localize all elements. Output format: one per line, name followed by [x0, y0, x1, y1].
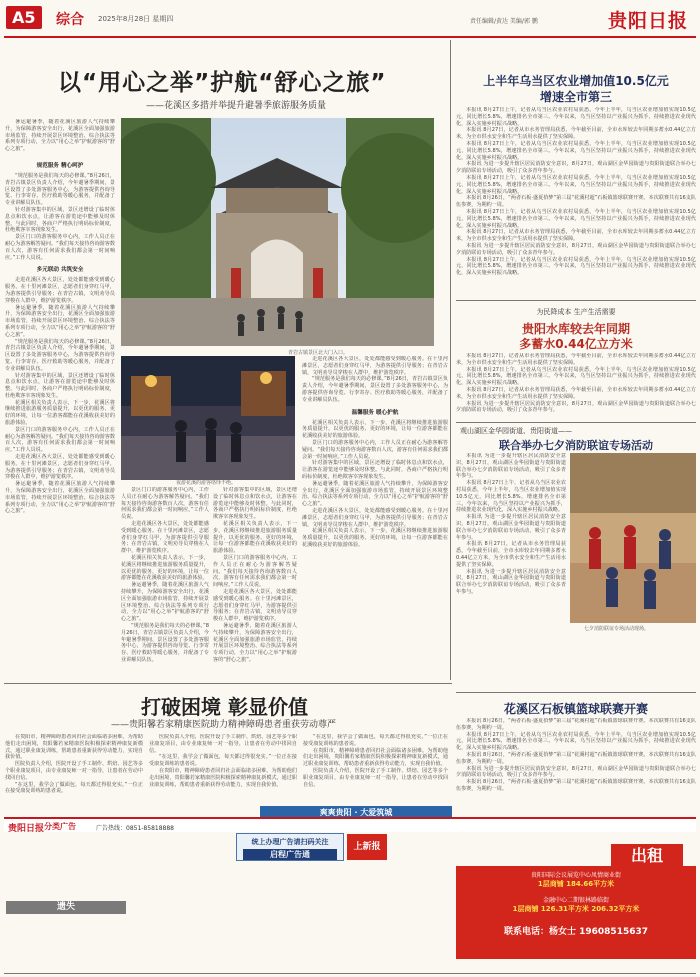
right-story1-headline2: 增速全市第三 [539, 90, 612, 104]
right-divider-2 [456, 422, 696, 423]
right-story2-headline: 贵阳水库较去年同期 [521, 322, 630, 336]
ads-logo: 贵阳日报 [8, 824, 45, 834]
lead-subheadline: ——花溪区多措并举提升避暑季旅游服务质量 [146, 101, 327, 111]
section-name: 综合 [56, 12, 84, 28]
lead-photo-gate [121, 118, 434, 346]
right-story3-photo [570, 453, 696, 623]
right-divider-1 [456, 300, 696, 301]
right-story3-kicker: 观山湖区金华园街道、贵阳街道—— [460, 427, 572, 435]
ad-board-title: 统上办理广告请扫码关注 [251, 838, 329, 846]
lead-text-col2a: 景区门口的游客服务中心内，工作人员正在耐心为游客解答疑问。“我们每天接待咨询游客数百人次，游客有任何需求我们都会第一时间响应。”工作人员说。 走进花溪区各大景区，处处都能感受到暖心服务。在十里河滩景区，志愿者们身穿红马甲，为游客提供引导服务；在青岩古镇，文明劝导员穿梭在人群中，维护游览秩序。 花溪区相关负责人表示，下一步，花溪区将继续推进旅游服务质量提升，以更优的服务、更好的环境，让每一位游客都能在花溪收获美好的旅游体验。 暑运避暑季，随着花溪区旅游人气持续攀升，为保障游客安全出行，花溪区全面加强旅游市场监管，持续开展景区环境整治、综合执法等系列专项行动，全力以“用心之举”护航游客的“舒心之旅”。 “规范服务是我们每天的必修课。”8月26日，青岩古镇景区负责人介绍，今年避暑季期间，景区设置了多处游客服务中心，为游客提供咨询导览、行李寄存、医疗救助等暖心服务，并配备了专业讲解员队伍。 [121, 487, 209, 663]
column-divider [450, 40, 451, 680]
ad-board-box [236, 833, 344, 861]
right-story1-text: 本报讯 8月27日上午，记者从乌当区农业农村局获悉，今年上半年，乌当区农业增加值实现10.5亿元，同比增长5.8%，增速排名全市第三。今年以来，乌当区坚持以产业振兴为抓手，持续推进农业现代化，深入实施乡村振兴战略。 本报讯 8月27日，记者从市水务管理局获悉，今年截至目前，全市水库较去年同期多蓄水0.44亿立方米，为全市供水安全和生产生活用水提供了坚实保障。 本报讯 8月27日上午，记者从乌当区农业农村局获悉，今年上半年，乌当区农业增加值实现10.5亿元，同比增长5.8%，增速排名全市第三。今年以来，乌当区坚持以产业振兴为抓手，持续推进农业现代化，深入实施乡村振兴战略。 本报讯 为进一步提升辖区居民消防安全意识，8月27日，观山湖区金华园街道与贵阳街道联合举办七夕消防联谊专场活动，吸引了众多青年参与。 本报讯 8月27日上午，记者从乌当区农业农村局获悉，今年上半年，乌当区农业增加值实现10.5亿元，同比增长5.8%，增速排名全市第三。今年以来，乌当区坚持以产业振兴为抓手，持续推进农业现代化，深入实施乡村振兴战略。 本报讯 8月26日，“两者石板·盛夏拾梦”第三届“花溪村超”石板镇篮球联赛开赛。本次联赛共有16支队伍参赛，为期约一周。 本报讯 8月27日上午，记者从乌当区农业农村局获悉，今年上半年，乌当区农业增加值实现10.5亿元，同比增长5.8%，增速排名全市第三。今年以来，乌当区坚持以产业振兴为抓手，持续推进农业现代化，深入实施乡村振兴战略。 本报讯 8月27日，记者从市水务管理局获悉，今年截至目前，全市水库较去年同期多蓄水0.44亿立方米，为全市供水安全和生产生活用水提供了坚实保障。 本报讯 为进一步提升辖区居民消防安全意识，8月27日，观山湖区金华园街道与贵阳街道联合举办七夕消防联谊专场活动，吸引了众多青年参与。 本报讯 8月27日上午，记者从乌当区农业农村局获悉，今年上半年，乌当区农业增加值实现10.5亿元，同比增长5.8%，增速排名全市第三。今年以来，乌当区坚持以产业振兴为抓手，持续推进农业现代化，深入实施乡村振兴战略。 [456, 107, 696, 277]
story2-text-col2: 医院负责人介绍，医院开设了手工制作、烘焙、园艺等多个职业康复项目，由专业康复师一对一指导，让患者在劳动中找回自信。 “在这里，我学会了做面包，每天都过得很充实。”一位正在接受康复训练的患者说。 在贵阳市，精神障碍患者回归社会面临诸多困难。为帮助他们走出困境，贵阳馨若家精康医院积极探索精神康复新模式，通过职业康复训练，帮助患者重新获得劳动能力，实现自我价值。 [149, 734, 297, 788]
ads-title: 分类广告 [44, 822, 76, 831]
right-story1-headline: 上半年乌当区农业增加值10.5亿元 [483, 74, 669, 88]
header-rule [4, 36, 696, 38]
lead-photo-night [121, 356, 295, 480]
lead-photo2-caption: 夜游花溪的游客络绎不绝。 [176, 480, 237, 486]
story2-text-col1: 在贵阳市，精神障碍患者回归社会面临诸多困难。为帮助他们走出困境，贵阳馨若家精康医院积极探索精神康复新模式，通过职业康复训练，帮助患者重新获得劳动能力，实现自我价值。 医院负责人介绍，医院开设了手工制作、烘焙、园艺等多个职业康复项目，由专业康复师一对一指导，让患者在劳动中找回自信。 “在这里，我学会了做面包，每天都过得很充实。”一位正在接受康复训练的患者说。 [5, 734, 143, 795]
lead-text-col3: 走进花溪区各大景区，处处都能感受到暖心服务。在十里河滩景区，志愿者们身穿红马甲，为游客提供引导服务；在青岩古镇，文明劝导员穿梭在人群中，维护游览秩序。 “规范服务是我们每天的必修课。”8月26日，青岩古镇景区负责人介绍，今年避暑季期间，景区设置了多处游客服务中心，为游客提供咨询导览、行李寄存、医疗救助等暖心服务，并配备了专业讲解员队伍。 温馨服务 暖心护航 花溪区相关负责人表示，下一步，花溪区将继续推进旅游服务质量提升，以更优的服务、更好的环境，让每一位游客都能在花溪收获美好的旅游体验。 景区门口的游客服务中心内，工作人员正在耐心为游客解答疑问。“我们每天接待咨询游客数百人次，游客有任何需求我们都会第一时间响应。”工作人员说。 针对游客集中的区域，景区还增设了临时休息点和饮水点，让游客在游览途中能够及时休整。与此同时，各商户严格执行明码标价制度，杜绝欺客宰客现象发生。 暑运避暑季，随着花溪区旅游人气持续攀升，为保障游客安全出行，花溪区全面加强旅游市场监管，持续开展景区环境整治、综合执法等系列专项行动，全力以“用心之举”护航游客的“舒心之旅”。 走进花溪区各大景区，处处都能感受到暖心服务。在十里河滩景区，志愿者们身穿红马甲，为游客提供引导服务；在青岩古镇，文明劝导员穿梭在人群中，维护游览秩序。 花溪区相关负责人表示，下一步，花溪区将继续推进旅游服务质量提升，以更优的服务、更好的环境，让每一位游客都能在花溪收获美好的旅游体验。 [302, 356, 448, 548]
story2-headline: 打破困境 彰显价值 [141, 695, 308, 719]
lead-text-col1: 暑运避暑季，随着花溪区旅游人气持续攀升，为保障游客安全出行，花溪区全面加强旅游市场监管，持续开展景区环境整治、综合执法等系列专项行动，全力以“用心之举”护航游客的“舒心之旅”。 规范服务 精心呵护 “规范服务是我们每天的必修课。”8月26日，青岩古镇景区负责人介绍，今年避暑季期间，景区设置了多处游客服务中心，为游客提供咨询导览、行李寄存、医疗救助等暖心服务，并配备了专业讲解员队伍。 针对游客集中的区域，景区还增设了临时休息点和饮水点，让游客在游览途中能够及时休整。与此同时，各商户严格执行明码标价制度，杜绝欺客宰客现象发生。 景区门口的游客服务中心内，工作人员正在耐心为游客解答疑问。“我们每天接待咨询游客数百人次，游客有任何需求我们都会第一时间响应。”工作人员说。 多元联动 共筑安全 走进花溪区各大景区，处处都能感受到暖心服务。在十里河滩景区，志愿者们身穿红马甲，为游客提供引导服务；在青岩古镇，文明劝导员穿梭在人群中，维护游览秩序。 暑运避暑季，随着花溪区旅游人气持续攀升，为保障游客安全出行，花溪区全面加强旅游市场监管，持续开展景区环境整治、综合执法等系列专项行动，全力以“用心之举”护航游客的“舒心之旅”。 “规范服务是我们每天的必修课。”8月26日，青岩古镇景区负责人介绍，今年避暑季期间，景区设置了多处游客服务中心，为游客提供咨询导览、行李寄存、医疗救助等暖心服务，并配备了专业讲解员队伍。 针对游客集中的区域，景区还增设了临时休息点和饮水点，让游客在游览途中能够及时休整。与此同时，各商户严格执行明码标价制度，杜绝欺客宰客现象发生。 花溪区相关负责人表示，下一步，花溪区将继续推进旅游服务质量提升，以更优的服务、更好的环境，让每一位游客都能在花溪收获美好的旅游体验。 景区门口的游客服务中心内，工作人员正在耐心为游客解答疑问。“我们每天接待咨询游客数百人次，游客有任何需求我们都会第一时间响应。”工作人员说。 走进花溪区各大景区，处处都能感受到暖心服务。在十里河滩景区，志愿者们身穿红马甲，为游客提供引导服务；在青岩古镇，文明劝导员穿梭在人群中，维护游览秩序。 暑运避暑季，随着花溪区旅游人气持续攀升，为保障游客安全出行，花溪区全面加强旅游市场监管，持续开展景区环境整治、综合执法等系列专项行动，全力以“用心之举”护航游客的“舒心之旅”。 [5, 119, 115, 515]
rent-line-1: 贵阳国际会议展览中心凤情商业街 [530, 872, 621, 879]
rent-line-3: 金融中心二期银林路临街 [542, 897, 609, 904]
editor-credits: 责任编辑/黄达 美编/郭 鹏 [470, 18, 538, 25]
city-slogan-banner: 爽爽贵阳 · 大爱筑城 [260, 806, 452, 819]
rent-contact: 联系电话：杨女士 19608515637 [503, 927, 649, 937]
page-bottom-rule [4, 973, 696, 974]
right-story2-kicker: 为民降成本 生产生活需要 [536, 308, 616, 316]
newspaper-logo: 贵阳日报 [607, 10, 688, 32]
right-story3-headline: 联合举办七夕消防联谊专场活动 [499, 439, 653, 452]
story2-subheadline: ——贵阳馨若家精康医院助力精神障碍患者重获劳动尊严 [111, 720, 337, 730]
right-story4-headline: 花溪区石板镇篮球联赛开赛 [503, 702, 648, 716]
lead-subhead-1: 规范服务 精心呵护 [36, 162, 84, 169]
story2-text-col3: “在这里，我学会了做面包，每天都过得很充实。”一位正在接受康复训练的患者说。 在贵阳市，精神障碍患者回归社会面临诸多困难。为帮助他们走出困境，贵阳馨若家精康医院积极探索精神康复新模式，通过职业康复训练，帮助患者重新获得劳动能力，实现自我价值。 医院负责人介绍，医院开设了手工制作、烘焙、园艺等多个职业康复项目，由专业康复师一对一指导，让患者在劳动中找回自信。 [303, 734, 448, 788]
lead-photo1-caption: 青岩古镇景区北大门入口。 [288, 350, 349, 356]
ad-board-sub: 启程广告通 [243, 849, 337, 860]
right-story3-text: 本报讯 为进一步提升辖区居民消防安全意识，8月27日，观山湖区金华园街道与贵阳街道联合举办七夕消防联谊专场活动，吸引了众多青年参与。 本报讯 8月27日上午，记者从乌当区农业农村局获悉，今年上半年，乌当区农业增加值实现10.5亿元，同比增长5.8%，增速排名全市第三。今年以来，乌当区坚持以产业振兴为抓手，持续推进农业现代化，深入实施乡村振兴战略。 本报讯 为进一步提升辖区居民消防安全意识，8月27日，观山湖区金华园街道与贵阳街道联合举办七夕消防联谊专场活动，吸引了众多青年参与。 本报讯 8月27日，记者从市水务管理局获悉，今年截至目前，全市水库较去年同期多蓄水0.44亿立方米，为全市供水安全和生产生活用水提供了坚实保障。 本报讯 为进一步提升辖区居民消防安全意识，8月27日，观山湖区金华园街道与贵阳街道联合举办七夕消防联谊专场活动，吸引了众多青年参与。 [456, 453, 566, 595]
lost-notice-header: 遗失 [6, 901, 126, 914]
right-divider-3 [456, 692, 696, 693]
ads-phone: 广告热线：0851-85818888 [96, 825, 174, 832]
rent-line-2: 1层商铺 184.66平方米 [537, 880, 615, 888]
lead-headline: 以“用心之举”护航“舒心之旅” [58, 70, 387, 96]
ad-newspaper-label: 上新报 [347, 834, 387, 860]
rent-ad-box [456, 866, 696, 959]
right-story2-headline2: 多蓄水0.44亿立方米 [519, 337, 633, 351]
section-code: A5 [6, 6, 42, 29]
right-story3-caption: 七夕消防联谊专场活动现场。 [584, 626, 650, 632]
story2-divider [4, 683, 452, 684]
page-header [0, 4, 700, 34]
lead-subhead-3: 温馨服务 暖心护航 [351, 409, 399, 416]
rent-title: 出租 [611, 844, 683, 868]
issue-date: 2025年8月28日 星期四 [98, 15, 174, 23]
lead-text-col2b: 针对游客集中的区域，景区还增设了临时休息点和饮水点，让游客在游览途中能够及时休整。与此同时，各商户严格执行明码标价制度，杜绝欺客宰客现象发生。 花溪区相关负责人表示，下一步，花溪区将继续推进旅游服务质量提升，以更优的服务、更好的环境，让每一位游客都能在花溪收获美好的旅游体验。 景区门口的游客服务中心内，工作人员正在耐心为游客解答疑问。“我们每天接待咨询游客数百人次，游客有任何需求我们都会第一时间响应。”工作人员说。 走进花溪区各大景区，处处都能感受到暖心服务。在十里河滩景区，志愿者们身穿红马甲，为游客提供引导服务；在青岩古镇，文明劝导员穿梭在人群中，维护游览秩序。 暑运避暑季，随着花溪区旅游人气持续攀升，为保障游客安全出行，花溪区全面加强旅游市场监管，持续开展景区环境整治、综合执法等系列专项行动，全力以“用心之举”护航游客的“舒心之旅”。 [213, 487, 297, 663]
rent-line-4: 1层商铺 126.31平方米 206.32平方米 [512, 905, 640, 913]
classified-ads-header [4, 817, 696, 832]
lead-subhead-2: 多元联动 共筑安全 [36, 267, 84, 274]
right-story2-text: 本报讯 8月27日，记者从市水务管理局获悉，今年截至目前，全市水库较去年同期多蓄水0.44亿立方米，为全市供水安全和生产生活用水提供了坚实保障。 本报讯 8月27日上午，记者从乌当区农业农村局获悉，今年上半年，乌当区农业增加值实现10.5亿元，同比增长5.8%，增速排名全市第三。今年以来，乌当区坚持以产业振兴为抓手，持续推进农业现代化，深入实施乡村振兴战略。 本报讯 8月27日，记者从市水务管理局获悉，今年截至目前，全市水库较去年同期多蓄水0.44亿立方米，为全市供水安全和生产生活用水提供了坚实保障。 本报讯 为进一步提升辖区居民消防安全意识，8月27日，观山湖区金华园街道与贵阳街道联合举办七夕消防联谊专场活动，吸引了众多青年参与。 [456, 353, 696, 414]
right-story4-text: 本报讯 8月26日，“两者石板·盛夏拾梦”第三届“花溪村超”石板镇篮球联赛开赛。本次联赛共有16支队伍参赛，为期约一周。 本报讯 8月27日上午，记者从乌当区农业农村局获悉，今年上半年，乌当区农业增加值实现10.5亿元，同比增长5.8%，增速排名全市第三。今年以来，乌当区坚持以产业振兴为抓手，持续推进农业现代化，深入实施乡村振兴战略。 本报讯 8月26日，“两者石板·盛夏拾梦”第三届“花溪村超”石板镇篮球联赛开赛。本次联赛共有16支队伍参赛，为期约一周。 本报讯 为进一步提升辖区居民消防安全意识，8月27日，观山湖区金华园街道与贵阳街道联合举办七夕消防联谊专场活动，吸引了众多青年参与。 本报讯 8月26日，“两者石板·盛夏拾梦”第三届“花溪村超”石板镇篮球联赛开赛。本次联赛共有16支队伍参赛，为期约一周。 [456, 718, 696, 792]
